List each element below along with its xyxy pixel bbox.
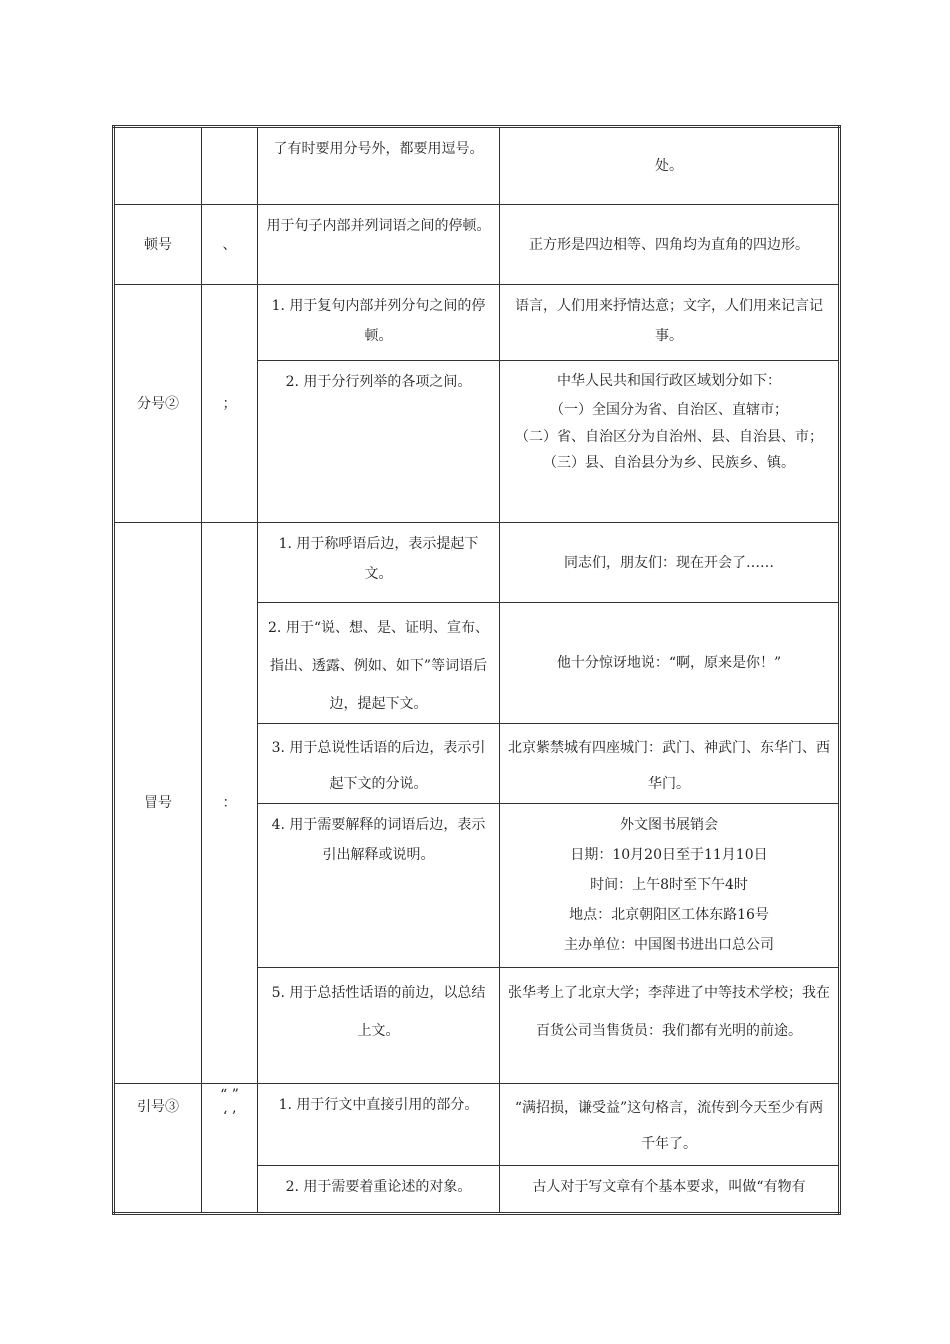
punct-name: 引号③ bbox=[114, 1084, 202, 1214]
punctuation-table bbox=[112, 125, 841, 1215]
punct-mark: ： bbox=[202, 523, 258, 1084]
quote-mark-single: ‘ ’ bbox=[222, 1109, 237, 1125]
example-cell: 北京紫禁城有四座城门：武门、神武门、东华门、西华门。 bbox=[500, 724, 840, 804]
example-cell: 张华考上了北京大学；李萍进了中等技术学校；我在百货公司当售货员：我们都有光明的前途。 bbox=[500, 968, 840, 1084]
punct-name: 分号② bbox=[114, 285, 202, 523]
quote-mark-double: “ ” bbox=[220, 1087, 239, 1103]
example-line: 中华人民共和国行政区域划分如下： bbox=[557, 373, 781, 389]
punct-mark: 、 bbox=[202, 205, 258, 285]
usage-cell: 了有时要用分号外，都要用逗号。 bbox=[258, 127, 500, 205]
usage-cell: 1. 用于行文中直接引用的部分。 bbox=[258, 1084, 500, 1166]
example-line: （一）全国分为省、自治区、直辖市； bbox=[550, 402, 788, 418]
usage-cell: 2. 用于需要着重论述的对象。 bbox=[258, 1166, 500, 1214]
example-line: 地点：北京朝阳区工体东路16号 bbox=[569, 907, 769, 923]
example-line: 日期：10月20日至于11月10日 bbox=[570, 847, 768, 863]
example-line: 外文图书展销会 bbox=[620, 817, 718, 833]
punct-mark bbox=[202, 1084, 258, 1214]
example-cell: 他十分惊讶地说：“啊，原来是你！” bbox=[500, 603, 840, 724]
example-cell: 正方形是四边相等、四角均为直角的四边形。 bbox=[500, 205, 840, 285]
table-row bbox=[114, 285, 840, 361]
punct-name: 顿号 bbox=[114, 205, 202, 285]
name-cell bbox=[114, 127, 202, 205]
example-line: 主办单位：中国图书进出口总公司 bbox=[564, 937, 774, 953]
example-line: 时间：上午8时至下午4时 bbox=[590, 877, 748, 893]
usage-cell: 1. 用于复句内部并列分句之间的停顿。 bbox=[258, 285, 500, 361]
table-row bbox=[114, 127, 840, 205]
punct-mark: ； bbox=[202, 285, 258, 523]
usage-cell: 1. 用于称呼语后边，表示提起下文。 bbox=[258, 523, 500, 603]
example-cell: 语言，人们用来抒情达意；文字，人们用来记言记事。 bbox=[500, 285, 840, 361]
usage-cell: 3. 用于总说性话语的后边，表示引起下文的分说。 bbox=[258, 724, 500, 804]
usage-cell: 2. 用于“说、想、是、证明、宣布、指出、透露、例如、如下”等词语后边，提起下文。 bbox=[258, 603, 500, 724]
table-row bbox=[114, 1084, 840, 1166]
example-cell: 同志们，朋友们：现在开会了…… bbox=[500, 523, 840, 603]
example-cell: 处。 bbox=[500, 127, 840, 205]
example-cell: “满招损，谦受益”这句格言，流传到今天至少有两千年了。 bbox=[500, 1084, 840, 1166]
example-cell bbox=[500, 804, 840, 968]
example-cell: 古人对于写文章有个基本要求，叫做“有物有 bbox=[500, 1166, 840, 1214]
example-line: （二）省、自治区分为自治州、县、自治县、市； bbox=[515, 429, 823, 445]
usage-cell: 2. 用于分行列举的各项之间。 bbox=[258, 361, 500, 523]
mark-cell bbox=[202, 127, 258, 205]
usage-cell: 用于句子内部并列词语之间的停顿。 bbox=[258, 205, 500, 285]
table-row bbox=[114, 523, 840, 603]
usage-cell: 4. 用于需要解释的词语后边，表示引出解释或说明。 bbox=[258, 804, 500, 968]
punct-name: 冒号 bbox=[114, 523, 202, 1084]
table-row bbox=[114, 205, 840, 285]
example-line: （三）县、自治县分为乡、民族乡、镇。 bbox=[543, 455, 795, 471]
example-cell bbox=[500, 361, 840, 523]
usage-cell: 5. 用于总括性话语的前边，以总结上文。 bbox=[258, 968, 500, 1084]
